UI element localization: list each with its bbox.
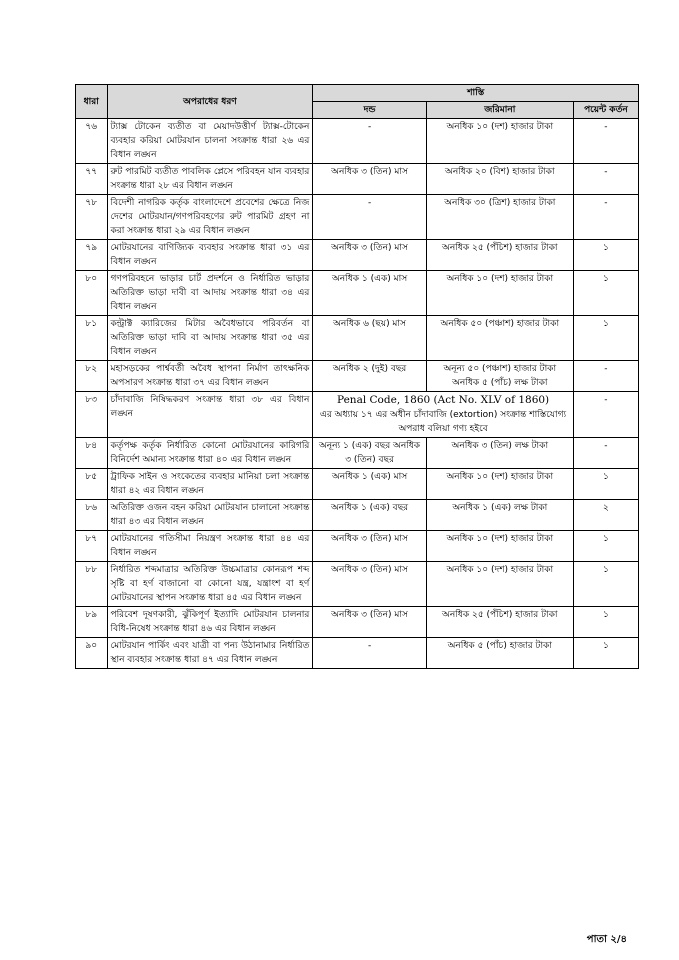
penalty-cell: অনধিক ৩ (তিন) মাস <box>313 607 426 638</box>
header-penalty: দন্ড <box>313 102 426 119</box>
offence-description: কর্তৃপক্ষ কর্তৃক নির্ধারিত কোনো মোটরযানের কারিগরি বিনির্দেশ অমান্য সংক্রান্ত ধারা ৪০ এর বিধান লঙ্ঘন <box>107 438 313 469</box>
fine-cell: অনধিক ১০ (দশ) হাজার টাকা <box>426 469 573 500</box>
points-cell: ১ <box>573 562 638 607</box>
points-cell: - <box>573 438 638 469</box>
section-number: ৮১ <box>76 316 108 361</box>
header-fine: জরিমানা <box>426 102 573 119</box>
table-row <box>76 195 639 240</box>
points-cell: ১ <box>573 638 638 669</box>
table-row <box>76 531 639 562</box>
penalty-cell: অনূন্য ১ (এক) বছর অনধিক ৩ (তিন) বছর <box>313 438 426 469</box>
section-number: ৮৮ <box>76 562 108 607</box>
fine-cell: অনধিক ১০ (দশ) হাজার টাকা <box>426 562 573 607</box>
header-offence-type: অপরাধের ধরণ <box>107 85 313 119</box>
points-cell: ২ <box>573 500 638 531</box>
section-number: ৭৯ <box>76 240 108 271</box>
points-cell: - <box>573 195 638 240</box>
penalty-cell: - <box>313 195 426 240</box>
table-row <box>76 271 639 316</box>
offence-description: মোটরযানের গতিসীমা নিয়ন্ত্রণ সংক্রান্ত ধারা ৪৪ এর বিধান লঙ্ঘন <box>107 531 313 562</box>
points-cell: ১ <box>573 316 638 361</box>
points-cell: ১ <box>573 469 638 500</box>
fine-cell: অনধিক ২৫ (পঁচিশ) হাজার টাকা <box>426 607 573 638</box>
fine-cell: অনূন্য ৫০ (পঞ্চাশ) হাজার টাকা অনধিক ৫ (পাঁচ) লক্ষ টাকা <box>426 361 573 392</box>
points-cell: ১ <box>573 607 638 638</box>
table-row <box>76 392 639 438</box>
section-number: ৮৯ <box>76 607 108 638</box>
fine-cell: অনধিক ১০ (দশ) হাজার টাকা <box>426 271 573 316</box>
section-number: ৭৮ <box>76 195 108 240</box>
section-number: ৮৬ <box>76 500 108 531</box>
fine-cell: অনধিক ১০ (দশ) হাজার টাকা <box>426 119 573 164</box>
offence-description: ট্রাফিক সাইন ও সংকেতের ব্যবহার মানিয়া চলা সংক্রান্ত ধারা ৪২ এর বিধান লঙ্ঘন <box>107 469 313 500</box>
section-number: ৮৫ <box>76 469 108 500</box>
fine-cell: অনধিক ৫ (পাঁচ) হাজার টাকা <box>426 638 573 669</box>
table-row <box>76 240 639 271</box>
table-row <box>76 119 639 164</box>
offence-description: বিদেশী নাগরিক কর্তৃক বাংলাদেশে প্রবেশের ক্ষেত্রে নিজ দেশের মোটরযান/গণপরিবহণের রুট পারমিট গ্রহণ না করা সংক্রান্ত ধারা ২৯ এর বিধান লঙ্ঘন <box>107 195 313 240</box>
section-number: ৮৪ <box>76 438 108 469</box>
table-row <box>76 562 639 607</box>
offence-description: নির্ধারিত শব্দমাত্রার অতিরিক্ত উচ্চমাত্রার কোনরূপ শব্দ সৃষ্টি বা হর্ণ বাজানো বা কোনো যন্ত্র, যন্ত্রাংশ বা হর্ণ মোটরযানের স্থাপন সংক্রান্ত ধারা ৪৫ এর বিধান লঙ্ঘন <box>107 562 313 607</box>
offence-description: মোটরযান পার্কিং এবং যাত্রী বা পন্য উঠানামার নির্ধারিত স্থান ব্যবহার সংক্রান্ত ধারা ৪৭ এর বিধান লঙ্ঘন <box>107 638 313 669</box>
points-cell: ১ <box>573 531 638 562</box>
offence-description: মহাসড়কের পার্শ্ববর্তী অবৈধ স্থাপনা নির্মাণ তাৎক্ষনিক অপসারণ সংক্রান্ত ধারা ৩৭ এর বিধান লঙ্ঘন <box>107 361 313 392</box>
table-row <box>76 361 639 392</box>
section-number: ৮২ <box>76 361 108 392</box>
penalty-cell: অনধিক ৩ (তিন) মাস <box>313 164 426 195</box>
offence-description: ট্যাক্স টোকেন ব্যতীত বা মেয়াদউত্তীর্ণ ট্যাক্স-টোকেন ব্যবহার করিয়া মোটরযান চালনা সংক্রান্ত ধারা ২৬ এর বিধান লঙ্ঘন <box>107 119 313 164</box>
penalty-cell: অনধিক ৩ (তিন) মাস <box>313 562 426 607</box>
penalty-cell: - <box>313 119 426 164</box>
penal-code-reference: Penal Code, 1860 (Act No. XLV of 1860) <box>337 394 550 406</box>
header-section: ধারা <box>76 85 108 119</box>
merged-punishment-cell <box>313 392 573 438</box>
offence-description: পরিবেশ দূষণকারী, ঝুঁকিপূর্ণ ইত্যাদি মোটরযান চালনার বিধি-নিষেধ সংক্রান্ত ধারা ৪৬ এর বিধান লঙ্ঘন <box>107 607 313 638</box>
penalty-cell: অনধিক ২ (দুই) বছর <box>313 361 426 392</box>
extortion-note: এর অধ্যায় ১৭ এর অধীন চাঁদাবাজি (extortion) সংক্রান্ত শাস্তিযোগ্য অপরাধ বলিয়া গণ্য হইবে <box>320 410 567 434</box>
fine-cell: অনধিক ২৫ (পঁচিশ) হাজার টাকা <box>426 240 573 271</box>
header-points: পয়েন্ট কর্তন <box>573 102 638 119</box>
table-row <box>76 638 639 669</box>
fine-cell: অনধিক ১০ (দশ) হাজার টাকা <box>426 531 573 562</box>
penalty-cell: অনধিক ১ (এক) মাস <box>313 271 426 316</box>
table-row <box>76 469 639 500</box>
penalty-cell: অনধিক ১ (এক) মাস <box>313 469 426 500</box>
penalty-cell: অনধিক ৩ (তিন) মাস <box>313 240 426 271</box>
penalty-cell: অনধিক ১ (এক) বছর <box>313 500 426 531</box>
penalty-cell: অনধিক ৩ (তিন) মাস <box>313 531 426 562</box>
points-cell: - <box>573 361 638 392</box>
fine-cell: অনধিক ৩ (তিন) লক্ষ টাকা <box>426 438 573 469</box>
table-row <box>76 607 639 638</box>
section-number: ৭৬ <box>76 119 108 164</box>
points-cell: ১ <box>573 271 638 316</box>
section-number: ৮৭ <box>76 531 108 562</box>
section-number: ৮৩ <box>76 392 108 438</box>
offence-description: রুট পারমিট ব্যতীত পাবলিক প্লেসে পরিবহন যান ব্যবহার সংক্রান্ত ধারা ২৮ এর বিধান লঙ্ঘন <box>107 164 313 195</box>
section-number: ৯০ <box>76 638 108 669</box>
table-row <box>76 164 639 195</box>
section-number: ৭৭ <box>76 164 108 195</box>
offence-description: চাঁদাবাজি নিষিদ্ধকরণ সংক্রান্ত ধারা ৩৮ এর বিধান লঙ্ঘন <box>107 392 313 438</box>
table-row <box>76 316 639 361</box>
points-cell: - <box>573 392 638 438</box>
points-cell: ১ <box>573 240 638 271</box>
fine-cell: অনধিক ১ (এক) লক্ষ টাকা <box>426 500 573 531</box>
penalty-cell: অনধিক ৬ (ছয়) মাস <box>313 316 426 361</box>
table-row <box>76 438 639 469</box>
header-punishment: শাস্তি <box>313 85 639 102</box>
offence-penalty-table <box>75 84 639 669</box>
offence-description: কন্ট্রাক্ট ক্যারিজের মিটার অবৈধভাবে পরিবর্তন বা অতিরিক্ত ভাড়া দাবি বা আদায় সংক্রান্ত ধারা ৩৫ এর বিধান লঙ্ঘন <box>107 316 313 361</box>
fine-cell: অনধিক ২০ (বিশ) হাজার টাকা <box>426 164 573 195</box>
penalty-cell: - <box>313 638 426 669</box>
offence-description: মোটরযানের বাণিজ্যিক ব্যবহার সংক্রান্ত ধারা ৩১ এর বিধান লঙ্ঘন <box>107 240 313 271</box>
fine-cell: অনধিক ৫০ (পঞ্চাশ) হাজার টাকা <box>426 316 573 361</box>
offence-description: গণপরিবহনে ভাড়ার চার্ট প্রদর্শনে ও নির্ধারিত ভাড়ার অতিরিক্ত ভাড়া দাবী বা আদায় সংক্রান্ত ধারা ৩৪ এর বিধান লঙ্ঘন <box>107 271 313 316</box>
offence-description: অতিরিক্ত ওজন বহন করিয়া মোটরযান চালানো সংক্রান্ত ধারা ৪৩ এর বিধান লঙ্ঘন <box>107 500 313 531</box>
fine-cell: অনধিক ৩০ (ত্রিশ) হাজার টাকা <box>426 195 573 240</box>
page-number: পাতা ২/৪ <box>586 934 627 945</box>
section-number: ৮০ <box>76 271 108 316</box>
table-row <box>76 500 639 531</box>
points-cell: - <box>573 119 638 164</box>
points-cell: - <box>573 164 638 195</box>
